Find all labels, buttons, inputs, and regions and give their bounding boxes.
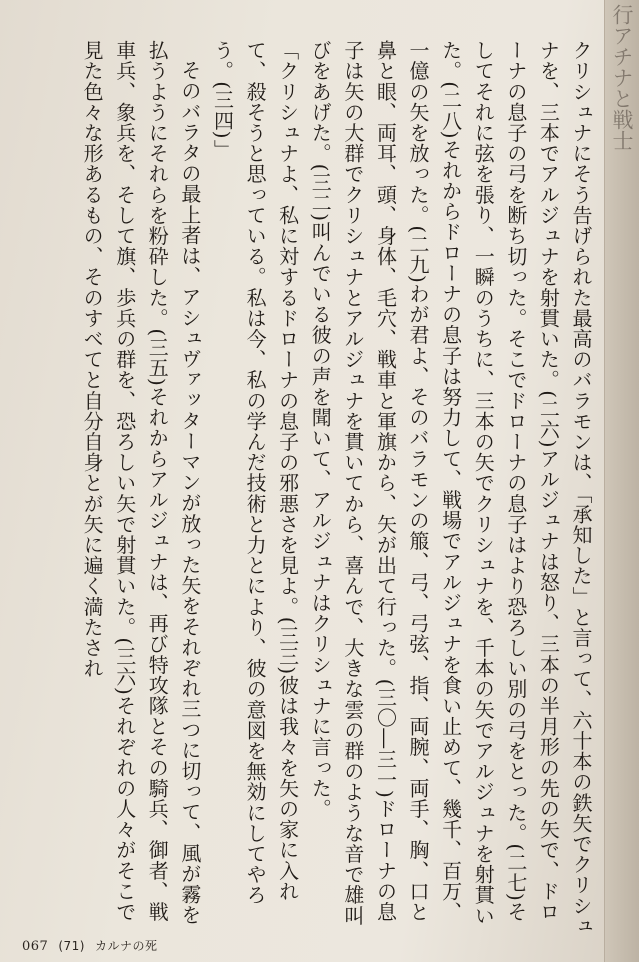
page-footer [22, 937, 157, 954]
adjacent-page-text [609, 4, 635, 164]
paragraph: クリシュナにそう告げられた最高のバラモンは、「承知した」と言って、六十本の鉄矢でクリシュナを、三本でアルジュナを射貫いた。(二六)アルジュナは怒り、三本の半月形の先の矢で、ドローナの息子の弓を断ち切った。そこでドローナの息子はより恐ろしい別の弓をとった。(二七)そしてそれに弦を張り、一瞬のうちに、三本の矢でクリシュナを、千本の矢でアルジュナを射貫いた。(二八)それからドローナの息子は努力して、戦場でアルジュナを食い止めて、幾千、百万、一億の矢を放った。(二九)わが君よ、そのバラモンの箙、弓、弓弦、指、両腕、両手、胸、口と鼻と眼、両耳、頭、身体、毛穴、戦車と軍旗から、矢が出て行った。(三〇―三一)ドローナの息子は矢の大群でクリシュナとアルジュナを貫いてから、喜んで、大きな雲の群のような音で雄叫びをあげた。(三二)叫んでいる彼の声を聞いて、アルジュナはクリシュナに言った。 [308, 40, 593, 937]
chapter-title: カルナの死 [94, 939, 158, 953]
quoted-speech: 「クリシュナよ、私に対するドローナの息子の邪悪さを見よ。(三三)彼は我々を矢の家に入れて、殺そうと思っている。私は今、私の学んだ技術と力とにより、彼の意図を無効にしてやろう。(三四)」 [210, 40, 300, 906]
paragraph: そのバラタの最上者は、アシュヴァッターマンが放った矢をそれぞれ三つに切って、風が霧を払うようにそれらを粉砕した。(三五)それからアルジュナは、再び特攻隊とその騎兵、御者、戦車兵、象兵を、そして旗、歩兵の群を、恐ろしい矢で射貫いた。(三六)それぞれの人々がそこで見た色々な形あるもの、そのすべてと自分自身とが矢に遍く満たされ [80, 40, 202, 926]
main-text-column [22, 40, 597, 940]
page-number: 067 [22, 939, 49, 954]
adjacent-page-edge [604, 0, 639, 962]
adjacent-page-line: 行アチナと戦士 [610, 4, 634, 151]
chapter-number: (71) [58, 939, 85, 953]
